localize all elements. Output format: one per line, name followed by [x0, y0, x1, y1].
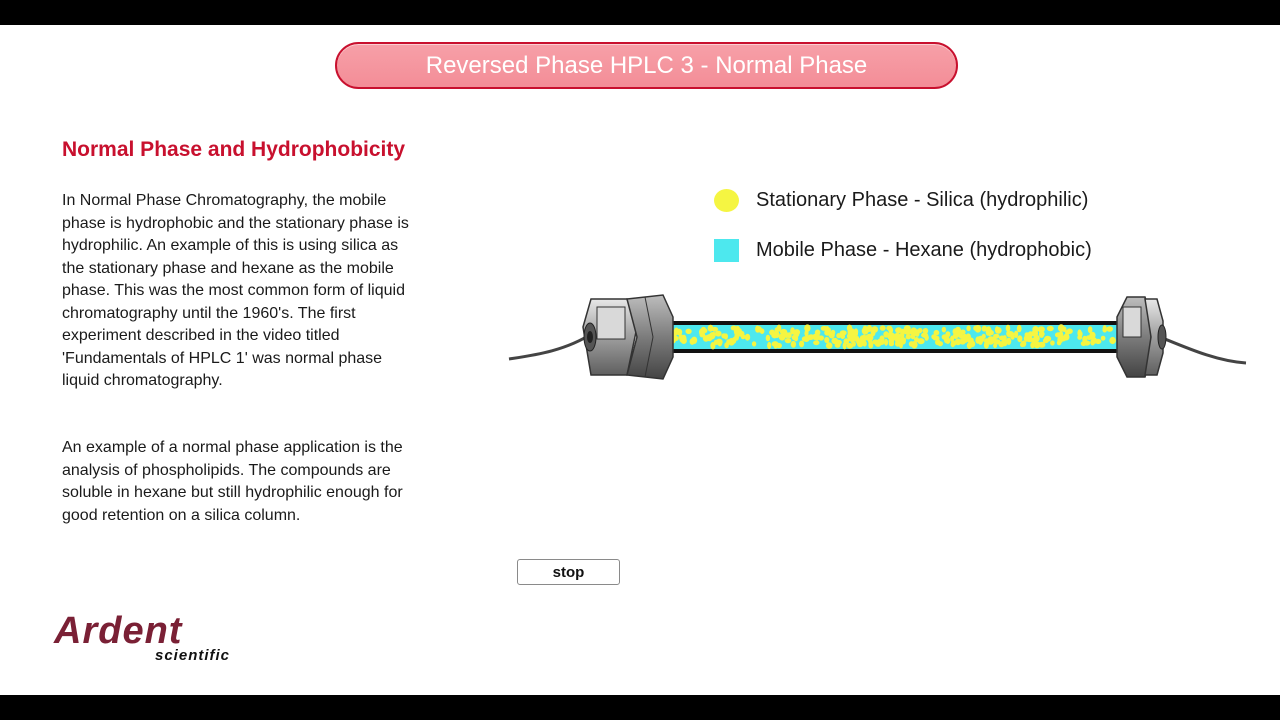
silica-particle	[721, 333, 726, 338]
silica-particle	[955, 327, 961, 334]
silica-particle	[831, 338, 838, 344]
silica-particle	[880, 325, 886, 330]
silica-particle	[1033, 335, 1039, 342]
silica-particle	[883, 331, 889, 337]
silica-particle	[767, 342, 771, 349]
silica-particle	[825, 326, 829, 333]
silica-particle	[868, 342, 873, 349]
logo-subtitle: scientific	[155, 647, 231, 664]
silica-particle	[1017, 325, 1022, 332]
silica-particle	[1044, 336, 1051, 342]
slide-canvas	[0, 25, 1280, 695]
silica-particle	[866, 334, 872, 340]
silica-particle	[852, 341, 856, 347]
silica-particle	[966, 325, 970, 331]
silica-particle	[1021, 341, 1027, 347]
silica-particle	[847, 334, 851, 339]
silica-particle	[872, 326, 879, 333]
silica-particle	[785, 338, 792, 343]
silica-particle	[799, 341, 804, 348]
silica-particle	[1090, 339, 1095, 345]
legend-label-mobile: Mobile Phase - Hexane (hydrophobic)	[756, 238, 1092, 261]
hplc-column-diagram	[505, 287, 1250, 387]
silica-particle	[1028, 331, 1033, 337]
silica-particle	[1039, 331, 1045, 336]
silica-particle	[848, 328, 855, 333]
silica-particle	[774, 343, 778, 349]
silica-particle	[982, 334, 986, 339]
silica-particle	[738, 331, 745, 337]
ardent-logo	[54, 611, 269, 667]
silica-particle	[826, 342, 833, 349]
silica-particle	[836, 333, 841, 338]
silica-particle	[917, 338, 924, 344]
cyan-square-icon	[714, 239, 739, 262]
silica-particle	[955, 339, 961, 346]
silica-particle	[843, 342, 847, 349]
silica-particle	[895, 327, 902, 333]
silica-particle	[1109, 337, 1116, 344]
silica-particle	[1001, 339, 1007, 346]
left-fitting	[583, 295, 673, 379]
silica-particle	[1032, 326, 1038, 333]
stop-button[interactable]: stop	[517, 559, 620, 585]
silica-particle	[992, 337, 997, 344]
silica-particle	[1082, 336, 1087, 343]
inlet-tubing	[509, 333, 593, 359]
silica-particle	[976, 327, 981, 332]
silica-particle	[1017, 335, 1022, 342]
silica-particle	[716, 339, 723, 346]
silica-particle	[995, 326, 999, 333]
silica-particle	[813, 340, 819, 345]
silica-particle	[769, 330, 775, 336]
silica-particle	[690, 338, 695, 345]
legend-item-stationary	[714, 187, 1088, 213]
silica-particle	[1006, 325, 1011, 332]
silica-particle	[1009, 332, 1014, 337]
yellow-circle-icon	[714, 189, 739, 212]
silica-particle	[712, 327, 719, 332]
silica-particle	[1101, 336, 1106, 341]
silica-particle	[862, 327, 869, 334]
silica-particle	[1060, 336, 1067, 342]
silica-particle	[802, 336, 808, 341]
legend-label-stationary: Stationary Phase - Silica (hydrophilic)	[756, 188, 1089, 211]
silica-particle	[906, 334, 911, 339]
silica-particle	[967, 342, 972, 349]
silica-particle	[853, 331, 858, 336]
silica-particle	[700, 332, 706, 338]
silica-particle	[900, 339, 906, 345]
logo-wordmark: Ardent	[54, 610, 183, 652]
silica-particle	[1078, 331, 1083, 337]
silica-particle	[860, 335, 864, 342]
silica-particle	[831, 330, 836, 335]
silica-particle	[908, 329, 914, 334]
section-heading: Normal Phase and Hydrophobicity	[62, 138, 406, 161]
silica-particle	[1088, 326, 1093, 333]
silica-particle	[967, 337, 974, 343]
silica-particle	[1050, 340, 1055, 345]
silica-particle	[804, 324, 810, 331]
silica-particle	[1038, 342, 1045, 348]
silica-particle	[938, 341, 943, 346]
silica-particle	[756, 326, 762, 332]
silica-particle	[779, 333, 786, 340]
silica-particle	[918, 328, 923, 333]
silica-particle	[745, 334, 750, 341]
silica-particle	[787, 332, 792, 338]
silica-particle	[726, 339, 730, 345]
silica-particle	[890, 333, 896, 339]
silica-particle	[752, 341, 756, 346]
silica-particle	[889, 338, 895, 344]
silica-particle	[824, 337, 829, 343]
silica-particle	[884, 339, 888, 346]
silica-particle	[934, 330, 940, 336]
silica-particle	[712, 332, 716, 338]
legend-item-mobile	[714, 237, 1092, 263]
silica-particle	[953, 333, 959, 339]
silica-particle	[679, 334, 684, 340]
silica-particle	[792, 335, 798, 340]
silica-particle	[818, 335, 824, 340]
silica-particle	[1106, 326, 1113, 332]
silica-particle	[1067, 328, 1073, 334]
silica-particle	[775, 327, 779, 333]
silica-particle	[1058, 324, 1065, 332]
silica-particle	[886, 326, 892, 331]
intro-paragraph: In Normal Phase Chromatography, the mobile phase is hydrophobic and the stationary phase is hydrophilic. An example of this is using silica as the stationary phase and hexane as the mobile phase. This was the most common form of liquid chromatography until the 1960's. The first experiment described in the video titled 'Fundamentals of HPLC 1' was normal phase liquid chromatography.	[62, 192, 409, 389]
outlet-tubing	[1155, 335, 1246, 363]
silica-particle	[942, 327, 946, 333]
silica-particle	[945, 331, 950, 337]
silica-particle	[808, 334, 815, 340]
silica-particle	[766, 335, 770, 342]
application-paragraph: An example of a normal phase application is the analysis of phospholipids. The compounds are soluble in hexane but still hydrophilic enough for good retention on a silica column.	[62, 439, 403, 524]
silica-particle	[853, 337, 860, 342]
silica-particle	[686, 329, 692, 334]
silica-particle	[986, 326, 992, 333]
silica-particle	[951, 341, 955, 347]
slide-title: Reversed Phase HPLC 3 - Normal Phase	[335, 42, 958, 89]
silica-particle	[791, 341, 796, 348]
silica-particle	[1047, 326, 1054, 331]
silica-particle	[710, 342, 715, 349]
silica-particle	[899, 333, 904, 339]
silica-particle	[924, 334, 928, 340]
silica-particle	[1103, 325, 1107, 332]
silica-particle	[959, 334, 964, 339]
right-fitting	[1117, 297, 1166, 377]
